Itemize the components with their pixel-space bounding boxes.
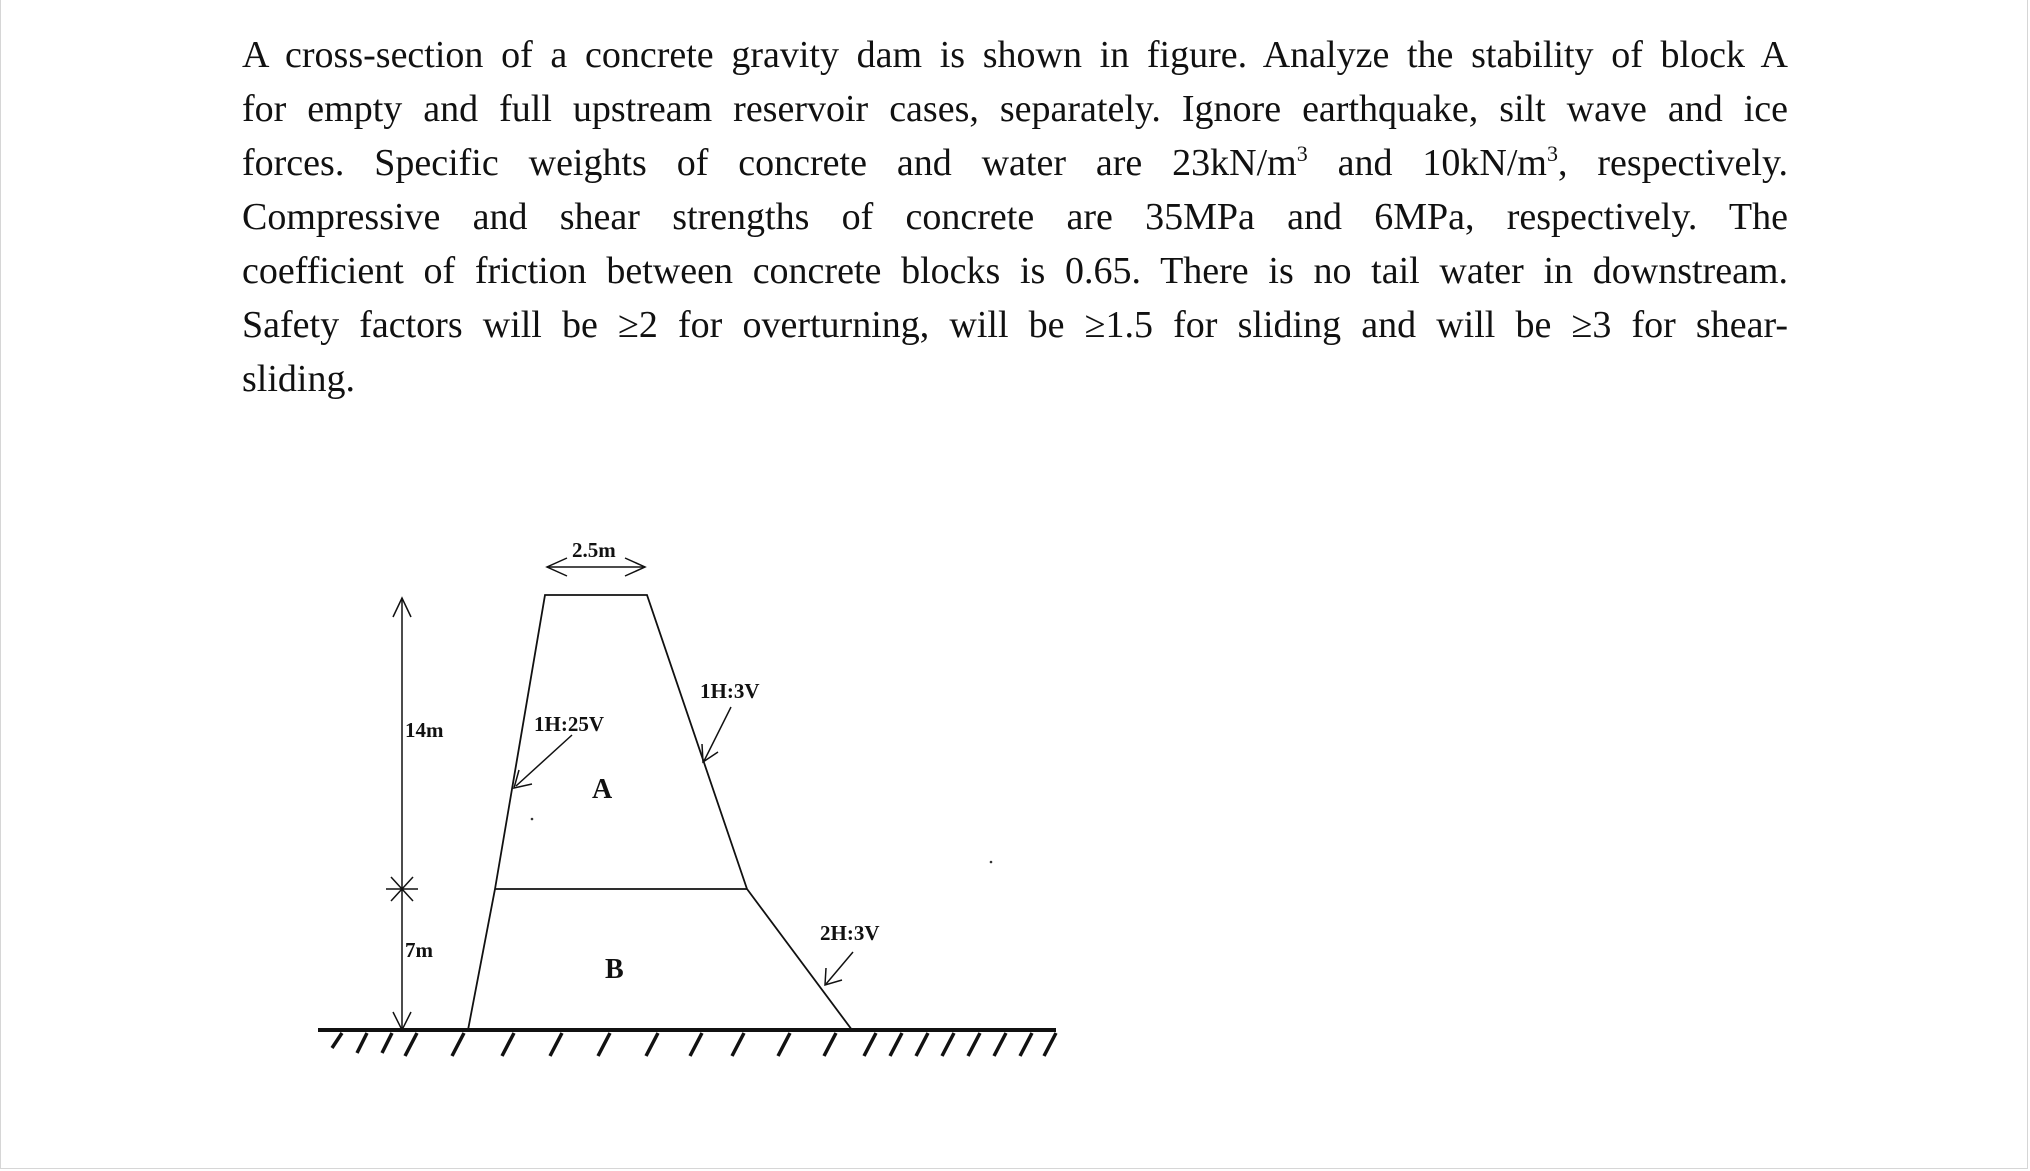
problem-line-3-part-b: and 10kN/m	[1307, 142, 1547, 184]
problem-line-3-part-c: , respectively.	[1557, 142, 1788, 184]
dam-outline	[468, 595, 852, 1030]
superscript-3a: 3	[1296, 141, 1308, 166]
block-a-label: A	[592, 774, 613, 805]
downstream-lower-slope-label: 2H:3V	[820, 921, 880, 945]
problem-line-2: for empty and full upstream reservoir cases, separately. Ignore earthquake, silt wave and ice	[242, 88, 1788, 130]
problem-line-5: coefficient of friction between concrete blocks is 0.65. There is no tail water in downstream.	[242, 250, 1788, 292]
problem-line-4: Compressive and shear strengths of concrete are 35MPa and 6MPa, respectively. The	[242, 196, 1788, 238]
upstream-slope-leader-line	[516, 735, 572, 786]
upstream-slope-label: 1H:25V	[534, 712, 604, 736]
top-width-label: 2.5m	[572, 538, 616, 562]
stray-dot-mark	[990, 861, 993, 864]
problem-line-7: sliding.	[242, 358, 355, 400]
problem-line-3-part-a: forces. Specific weights of concrete and water are 23kN/m	[242, 142, 1297, 184]
upper-height-label: 14m	[405, 718, 444, 742]
downstream-upper-slope-label: 1H:3V	[700, 679, 760, 703]
superscript-3b: 3	[1546, 141, 1558, 166]
stray-dot-mark	[531, 818, 534, 821]
ground-hatching	[332, 1033, 1056, 1056]
lower-height-label: 7m	[405, 938, 433, 962]
problem-line-6: Safety factors will be ≥2 for overturning, will be ≥1.5 for sliding and will be ≥3 for shear-	[242, 304, 1788, 346]
downstream-lower-leader-line	[826, 952, 853, 984]
problem-line-1: A cross-section of a concrete gravity dam is shown in figure. Analyze the stability of block A	[242, 34, 1788, 76]
block-b-label: B	[605, 954, 624, 985]
